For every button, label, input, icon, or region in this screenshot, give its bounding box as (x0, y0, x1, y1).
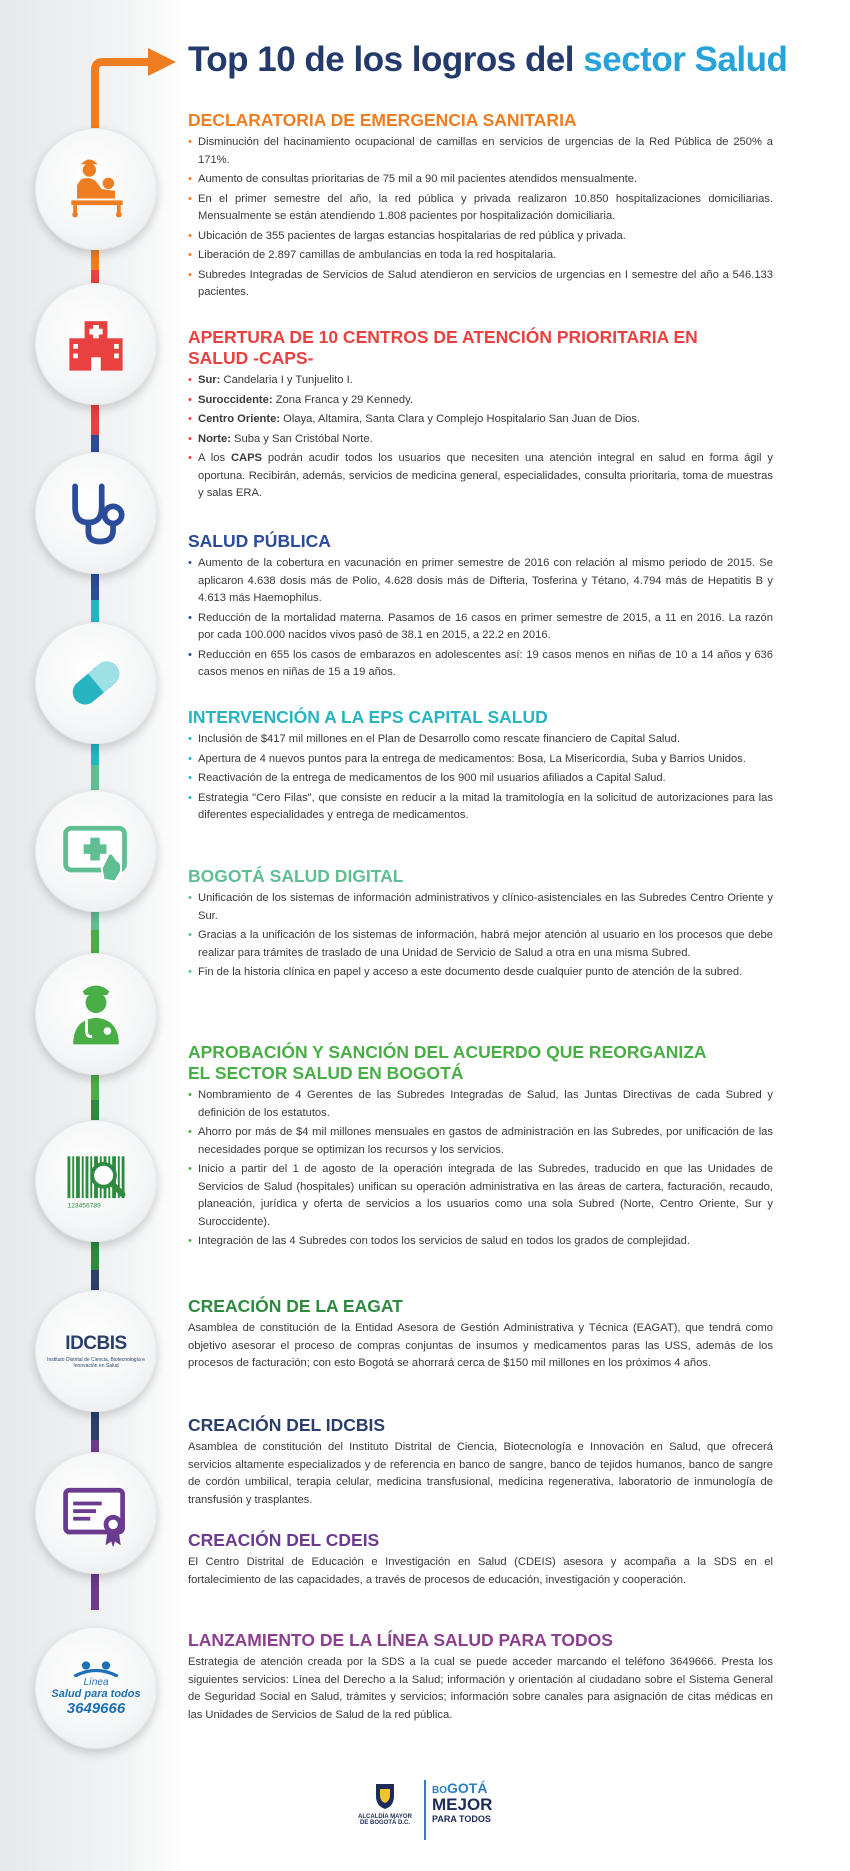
list-item: • Reducción de la mortalidad materna. Pasamos de 16 casos en primer semestre de 2015, a 11 en 2016. La razón por cada 100.000 nacidos vivos pasó de 38.1 en 2015, a 22.2 en 2016. (188, 611, 773, 641)
section-heading: APERTURA DE 10 CENTROS DE ATENCIÓN PRIORITARIA EN SALUD -CAPS- (188, 327, 698, 368)
section-acuerdo (188, 1042, 773, 1253)
list-item: • Fin de la historia clínica en papel y acceso a este documento desde cualquier punto de atención de la subred. (188, 966, 743, 978)
list-item: • Unificación de los sistemas de información administrativos y clínico-asistenciales en las Subredes Centro Oriente y Sur. (188, 892, 773, 922)
section-heading: LANZAMIENTO DE LA LÍNEA SALUD PARA TODOS (188, 1630, 613, 1650)
section-paragraph: Asamblea de constitución de la Entidad Asesora de Gestión Administrativa y Técnica (EAGAT), que tendrá como objetivo asesorar el proceso de compras conjuntas de insumos y medicamentos paras las USS, además de los procesos de facturación; con esto Bogotá se ahorrará cerca de $150 mil millones en los próximos 4 años. (188, 1322, 773, 1369)
bullet-list (188, 134, 773, 302)
linea-logo-top: Línea (83, 1677, 109, 1688)
hospital-building-icon (35, 283, 157, 405)
section-cdeis (188, 1530, 773, 1589)
section-heading: CREACIÓN DE LA EAGAT (188, 1296, 403, 1316)
list-item: • Ahorro por más de $4 mil millones mensuales en gastos de administración en las Subredes, por unificación de las necesidades porque se optimizan los recursos y los servicios. (188, 1126, 773, 1156)
section-caps (188, 327, 773, 505)
arrow-right-icon (0, 0, 185, 110)
list-item: • Subredes Integradas de Servicios de Salud atendieron en servicios de urgencias en I semestre del año a 546.133 pacientes. (188, 268, 773, 298)
list-item: • Estrategia "Cero Filas", que consiste en reducir a la mitad la tramitología en la solicitud de autorizaciones para las diferentes especialidades y entrega de medicamentos. (188, 791, 773, 821)
linea-logo-phone: 3649666 (66, 1700, 126, 1717)
alcaldia-line-1: ALCALDÍA MAYOR (358, 1814, 412, 1820)
list-item: • Sur: Candelaria I y Tunjuelito I. (188, 374, 353, 386)
footer-logos (350, 1780, 510, 1850)
coat-of-arms-icon (370, 1780, 400, 1810)
doctor-icon (35, 953, 157, 1075)
list-item: • Inclusión de $417 mil millones en el Plan de Desarrollo como rescate financiero de Capital Salud. (188, 733, 680, 745)
list-item: • Nombramiento de 4 Gerentes de las Subredes Integradas de Salud, las Juntas Directivas de cada Subred y definición de los estatutos. (188, 1089, 773, 1119)
list-item: • Suroccidente: Zona Franca y 29 Kennedy. (188, 393, 413, 406)
section-idcbis (188, 1415, 773, 1509)
mejor-text: MEJOR (432, 1795, 493, 1814)
section-heading: SALUD PÚBLICA (188, 531, 331, 551)
list-item: • Ubicación de 355 pacientes de largas estancias hospitalarias de red pública y privada. (188, 229, 626, 242)
list-item: • Inicio a partir del 1 de agosto de la operación integrada de las Subredes, traducido en que las Unidades de Servicios de Salud (hospitales) unifican su operación administrativa en las áreas de cartera, facturación, recaudo, planeación, jurídica y oferta de servicios a los usuarios como una sola Subred (Norte, Centro Oriente, Sur y Suroccidente). (188, 1163, 773, 1228)
section-heading: INTERVENCIÓN A LA EPS CAPITAL SALUD (188, 707, 548, 727)
section-paragraph: Asamblea de constitución del Instituto Distrital de Ciencia, Biotecnología e Innovación en Salud, que ofrecerá servicios altamente especializados y de referencia en banco de sangre, banco de tejidos humanos, banco de sangre de cordón umbilical, terapia celular, medicina transfusional, medicina regenerativa, laboratorio de inmunología de transfusión y trasplantes. (188, 1441, 773, 1506)
bogota-mejor-logo: BOGOTÁ MEJOR PARA TODOS (432, 1780, 512, 1824)
section-emergencia-sanitaria (188, 110, 773, 304)
section-salud-digital (188, 866, 773, 984)
svg-text:123456789: 123456789 (67, 1202, 101, 1210)
list-item: • Disminución del hacinamiento ocupacional de camillas en servicios de urgencias de la Red Pública de 250% a 171%. (188, 136, 773, 166)
certificate-icon (35, 1452, 157, 1574)
section-salud-publica (188, 531, 773, 684)
barcode-search-icon (35, 1120, 157, 1242)
section-paragraph: El Centro Distrital de Educación e Investigación en Salud (CDEIS) asesora y acompaña a la SDS en el fortalecimiento de las capacidades, a través de procesos de educación, investigación y cooperación. (188, 1556, 773, 1586)
idcbis-logo-text: IDCBIS (65, 1333, 127, 1354)
alcaldia-line-2: DE BOGOTÁ D.C. (359, 1820, 410, 1826)
section-capital-salud (188, 707, 773, 827)
section-eagat (188, 1296, 773, 1373)
section-paragraph: Estrategia de atención creada por la SDS a la cual se puede acceder marcando el teléfono 3649666. Presta los siguientes servicios: Línea del Derecho a la Salud; información y orientación al ciudadano sobre el Sistema General de Seguridad Social en Salud, trámites y servicios; información sobre canales para asignación de citas médicas en las Unidades de Servicios de Salud de la red pública. (188, 1656, 773, 1721)
list-item: • Integración de las 4 Subredes con todos los servicios de salud en todos los grados de complejidad. (188, 1235, 690, 1247)
list-item: • Reactivación de la entrega de medicamentos de los 900 mil usuarios afiliados a Capital Salud. (188, 772, 666, 784)
linea-salud-logo (35, 1627, 157, 1749)
list-item: • Aumento de consultas prioritarias de 75 mil a 90 mil pacientes atendidos mensualmente. (188, 173, 638, 185)
section-heading: CREACIÓN DEL CDEIS (188, 1530, 380, 1550)
section-heading: CREACIÓN DEL IDCBIS (188, 1415, 386, 1435)
list-item: • En el primer semestre del año, la red pública y privada realizaron 10.850 hospitalizaciones domiciliarias. Mensualmente se están atendiendo 1.808 pacientes por hospitalización domiciliaria. (188, 192, 773, 222)
list-item: • Liberación de 2.897 camillas de ambulancias en toda la red hospitalaria. (188, 249, 557, 261)
section-heading: DECLARATORIA DE EMERGENCIA SANITARIA (188, 110, 577, 130)
bullet-list (188, 372, 773, 503)
list-item: • A los CAPS podrán acudir todos los usuarios que necesiten una atención integral en salud en forma ágil y oportuna. Recibirán, además, servicios de medicina general, especialidades, consulta prioritaria, toma de muestras y salas ERA. (188, 452, 773, 499)
idcbis-logo (35, 1290, 157, 1412)
section-linea-salud (188, 1630, 773, 1724)
people-icon (71, 1659, 121, 1677)
stethoscope-icon (35, 452, 157, 574)
list-item: • Aumento de la cobertura en vacunación en primer semestre de 2016 con relación al mismo periodo de 2015. Se aplicaron 4.638 dosis más de Polio, 4.628 dosis más de Difteria, Tosferina y Tétano, 4.794 más de Hepatitis B y 4.613 más Haemophilus. (188, 557, 773, 604)
list-item: • Apertura de 4 nuevos puntos para la entrega de medicamentos: Bosa, La Misericordia, Suba y Barrios Unidos. (188, 752, 746, 765)
section-heading: BOGOTÁ SALUD DIGITAL (188, 866, 404, 886)
bullet-list (188, 731, 773, 825)
alcaldia-logo (350, 1780, 420, 1826)
idcbis-logo-subtitle: Instituto Distrital de Ciencia, Biotecnología e Innovación en Salud (47, 1357, 145, 1369)
list-item: • Centro Oriente: Olaya, Altamira, Santa Clara y Complejo Hospitalario San Juan de Dios. (188, 413, 641, 425)
section-heading: APROBACIÓN Y SANCIÓN DEL ACUERDO QUE REORGANIZA EL SECTOR SALUD EN BOGOTÁ (188, 1042, 706, 1083)
para-todos-text: PARA TODOS (432, 1814, 491, 1824)
page-title: Top 10 de los logros del sector Salud (188, 40, 788, 79)
pill-capsule-icon (35, 622, 157, 744)
bullet-list (188, 890, 773, 982)
hospital-bed-icon (35, 128, 157, 250)
bullet-list (188, 555, 773, 682)
list-item: • Gracias a la unificación de los sistemas de información, habrá mejor atención al usuario en los procesos que debe realizar para trámites de traslado de una Unidad de Servicio de Salud a otra en una misma Subred. (188, 929, 773, 959)
footer-divider (424, 1780, 426, 1840)
list-item: • Reducción en 655 los casos de embarazos en adolescentes así: 19 casos menos en niñas de 10 a 14 años y 636 casos menos en niñas de 15 a 19 años. (188, 648, 773, 678)
bullet-list (188, 1087, 773, 1251)
list-item: • Norte: Suba y San Cristóbal Norte. (188, 432, 373, 445)
linea-logo-name: Salud para todos (51, 1688, 141, 1700)
tablet-health-icon (35, 790, 157, 912)
